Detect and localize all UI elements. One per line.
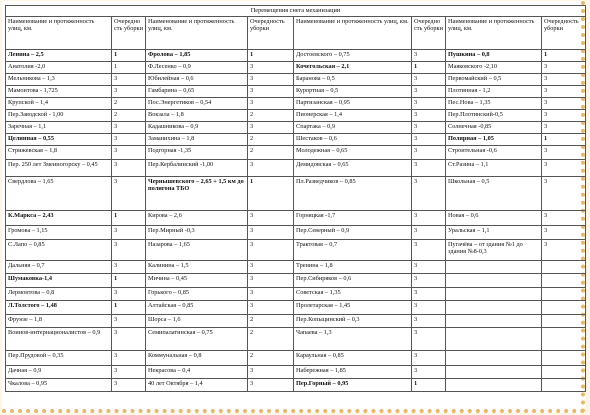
street-cell: Алтайская – 0,85 [146,301,248,315]
priority-cell: 3 [412,146,446,160]
priority-cell: 1 [412,379,446,392]
header-cell: Наименование и протяженность улиц, км. [146,17,248,50]
street-cell: Шестаков – 0,6 [294,134,412,146]
street-cell: Крупской – 1,4 [6,98,112,110]
priority-cell: 3 [248,160,294,177]
street-cell: Калинина – 1,5 [146,261,248,274]
street-cell: Мельникова – 1,3 [6,74,112,86]
street-cell: Пер. 250 лет Змеиногорску – 0,45 [6,160,112,177]
priority-cell: 3 [248,274,294,288]
street-cell [446,301,542,315]
street-cell: Свердлова – 1,65 [6,177,112,211]
priority-cell: 3 [542,160,586,177]
priority-cell: 3 [542,110,586,122]
street-cell: Л.Толстого – 1,48 [6,301,112,315]
table-row [6,328,586,351]
street-cell: Достоевского – 0,75 [294,50,412,62]
priority-cell: 3 [112,86,146,98]
table-header-row [6,17,586,50]
street-cell: Пионерская – 1,4 [294,110,412,122]
table-row [6,351,586,366]
table-row [6,134,586,146]
street-cell: Вокзала – 1,8 [146,110,248,122]
street-cell: Ленина – 2,5 [6,50,112,62]
priority-cell: 3 [412,315,446,328]
priority-cell: 2 [248,146,294,160]
street-cell: Кочегольская – 2,1 [294,62,412,74]
street-cell: Плотинная - 1,2 [446,86,542,98]
street-cell [446,274,542,288]
priority-cell: 3 [542,226,586,240]
table-row [6,211,586,226]
street-cell: Целинная – 0,55 [6,134,112,146]
priority-cell: 3 [412,134,446,146]
priority-cell: 3 [412,160,446,177]
priority-cell: 3 [112,74,146,86]
priority-cell: 2 [112,110,146,122]
street-cell: Первомайский – 0,5 [446,74,542,86]
priority-cell: 3 [248,74,294,86]
priority-cell: 3 [248,240,294,261]
priority-cell [542,379,586,392]
street-cell: Трактовая – 0,7 [294,240,412,261]
priority-cell: 3 [412,366,446,379]
street-cell: Уральская – 1,1 [446,226,542,240]
street-cell: Фрунзе – 1,8 [6,315,112,328]
priority-cell: 1 [412,62,446,74]
priority-cell: 3 [248,211,294,226]
priority-cell: 3 [112,177,146,211]
priority-cell: 3 [542,240,586,261]
street-cell: Мамонтова - 1,725 [6,86,112,98]
priority-cell: 3 [112,315,146,328]
priority-cell: 1 [112,62,146,74]
table-row [6,62,586,74]
street-cell [446,351,542,366]
street-cell: Ф.Лесенко – 0,9 [146,62,248,74]
priority-cell: 3 [412,288,446,301]
priority-cell: 2 [248,134,294,146]
street-cell: Семипалатинская – 0,75 [146,328,248,351]
street-cell [446,328,542,351]
street-cell: Лермонтова – 0,8 [6,288,112,301]
priority-cell: 1 [542,134,586,146]
priority-cell: 3 [412,351,446,366]
street-cell: Строительная -0,6 [446,146,542,160]
street-cell: Полярная – 1,05 [446,134,542,146]
priority-cell: 3 [542,177,586,211]
street-cell: Шумаковка-1,4 [6,274,112,288]
priority-cell: 3 [412,240,446,261]
table-row [6,261,586,274]
street-cell: Воинов-интернационалистов – 0,9 [6,328,112,351]
table-row [6,98,586,110]
street-cell: Пер.Прудовой – 0,35 [6,351,112,366]
priority-cell: 3 [248,62,294,74]
street-cell: Пос.Энергетиков – 0,54 [146,98,248,110]
street-cell: Кирова – 2,6 [146,211,248,226]
priority-cell: 3 [412,177,446,211]
street-cell: Молодежная – 0,65 [294,146,412,160]
street-cell: Солнечная -0,85 [446,122,542,134]
priority-cell: 3 [412,226,446,240]
street-cell: Караульная – 0,85 [294,351,412,366]
priority-cell [542,328,586,351]
priority-cell: 2 [248,315,294,328]
priority-cell: 3 [248,226,294,240]
priority-cell: 3 [112,328,146,351]
priority-cell [542,366,586,379]
street-cell: С.Лапо – 0,85 [6,240,112,261]
street-cell: Горького – 0,85 [146,288,248,301]
street-cell: Демидовская – 0,65 [294,160,412,177]
street-cell: Коммунальная – 0,8 [146,351,248,366]
priority-cell: 3 [412,50,446,62]
street-cell: Дальняя – 0,7 [6,261,112,274]
priority-cell: 3 [542,62,586,74]
street-cell: Пер.Северный – 0,9 [294,226,412,240]
street-cell: Ст.Разина – 1,1 [446,160,542,177]
priority-cell: 3 [112,240,146,261]
priority-cell: 1 [542,50,586,62]
street-cell: Заманихина – 1,8 [146,134,248,146]
street-cell: Новая – 0,6 [446,211,542,226]
street-cell: Пугачёва – от здания №1 до здания №8-0,3 [446,240,542,261]
street-cell: Анатолия -2,0 [6,62,112,74]
header-cell: Наименование и протяженность улиц, км. [294,17,412,50]
priority-cell: 3 [248,366,294,379]
priority-cell: 3 [112,366,146,379]
header-cell: Очередность уборки [112,17,146,50]
street-cell: Пушкина – 0,8 [446,50,542,62]
priority-cell: 3 [112,122,146,134]
street-cell: Пл.Разведчиков – 0,85 [294,177,412,211]
priority-cell [542,288,586,301]
street-cell: Кадашникова – 0,9 [146,122,248,134]
priority-cell: 3 [412,98,446,110]
priority-cell: 3 [412,74,446,86]
priority-cell: 3 [412,301,446,315]
priority-cell: 3 [112,288,146,301]
street-cell: Курортная – 0,5 [294,86,412,98]
priority-cell: 1 [112,274,146,288]
priority-cell: 1 [248,177,294,211]
table-title: Перемещения снега механизации [6,6,586,17]
priority-cell: 3 [248,98,294,110]
priority-cell: 3 [248,301,294,315]
street-cell: Маяковского -2,10 [446,62,542,74]
street-cell: Пес.Нова – 1,35 [446,98,542,110]
priority-cell: 3 [412,261,446,274]
priority-cell: 3 [412,122,446,134]
header-cell: Наименование и протяженность улиц, км. [6,17,112,50]
street-cell: Дачная – 0,9 [6,366,112,379]
street-cell: Громова – 1,15 [6,226,112,240]
street-cell: Советская – 1,35 [294,288,412,301]
priority-cell: 1 [112,211,146,226]
street-cell: Чкалова – 0,95 [6,379,112,392]
priority-cell: 1 [112,301,146,315]
priority-cell: 2 [248,328,294,351]
priority-cell: 3 [112,379,146,392]
header-cell: Очередность уборки [412,17,446,50]
priority-cell: 3 [542,98,586,110]
street-cell: 40 лет Октября – 1,4 [146,379,248,392]
street-cell: Пер.Заводской - 1,00 [6,110,112,122]
priority-cell: 3 [112,160,146,177]
header-cell: Очередность уборки [248,17,294,50]
street-cell: Пер.Плотинский-0,5 [446,110,542,122]
document-page [2,1,585,413]
street-cell: Пер.Мирный -0,3 [146,226,248,240]
street-cell: Шорса – 1,6 [146,315,248,328]
priority-cell: 3 [542,74,586,86]
table-row [6,379,586,392]
priority-cell: 3 [112,146,146,160]
table-row [6,288,586,301]
priority-cell: 3 [412,211,446,226]
priority-cell: 2 [248,110,294,122]
priority-cell: 2 [112,98,146,110]
priority-cell: 3 [542,122,586,134]
priority-cell: 3 [412,328,446,351]
street-cell: Пер.Кербалинский -1,00 [146,160,248,177]
street-cell: Фролова – 1,85 [146,50,248,62]
street-cell: Спартака – 0,9 [294,122,412,134]
table-row [6,315,586,328]
priority-cell: 1 [248,50,294,62]
priority-cell: 3 [412,86,446,98]
street-cell: Тренина – 1,8 [294,261,412,274]
street-cell: Баранова – 0,5 [294,74,412,86]
priority-cell: 3 [112,261,146,274]
table-row [6,274,586,288]
priority-cell: 3 [542,211,586,226]
table-row [6,226,586,240]
table-row [6,110,586,122]
street-cell: Пер.Горный – 0,95 [294,379,412,392]
priority-cell: 3 [248,122,294,134]
table-row [6,366,586,379]
table-row [6,160,586,177]
priority-cell [542,261,586,274]
table-row [6,146,586,160]
priority-cell: 3 [248,379,294,392]
street-cell [446,315,542,328]
table-row [6,240,586,261]
street-cell: Пер.Копыцинский – 0,3 [294,315,412,328]
street-cell: Назарова – 1,65 [146,240,248,261]
header-cell: Наименование и протяженность улиц, км. [446,17,542,50]
priority-cell: 3 [412,110,446,122]
priority-cell: 3 [542,86,586,98]
street-cell [446,288,542,301]
priority-cell: 2 [248,351,294,366]
street-cell: Горняцкая -1,7 [294,211,412,226]
street-cell: Партизанская – 0,95 [294,98,412,110]
priority-cell: 1 [112,50,146,62]
street-cell: Мичина – 0,45 [146,274,248,288]
street-cell: Школьная – 0,5 [446,177,542,211]
priority-cell: 3 [412,274,446,288]
street-cell: Заречная – 1,1 [6,122,112,134]
priority-cell: 3 [248,261,294,274]
street-cell [446,379,542,392]
table-row [6,177,586,211]
priority-cell: 3 [112,134,146,146]
priority-cell: 3 [112,351,146,366]
priority-cell [542,301,586,315]
street-cell: Юбилейная – 0,6 [146,74,248,86]
priority-cell [542,274,586,288]
table-row [6,86,586,98]
street-cell: Пер.Сибиряков – 0,6 [294,274,412,288]
header-cell: Очередность уборки [542,17,586,50]
street-cell: Чапаева – 1,3 [294,328,412,351]
table-row [6,50,586,62]
table-row [6,122,586,134]
priority-cell [542,315,586,328]
priority-cell: 3 [248,288,294,301]
street-cell: Чернышевского – 2,65 + 1,5 км до полигона ТБО [146,177,248,211]
street-cell: Подгорная -1,35 [146,146,248,160]
street-cell: К.Маркса – 2,43 [6,211,112,226]
priority-cell: 3 [542,146,586,160]
street-cell [446,261,542,274]
street-cell [446,366,542,379]
table-row [6,301,586,315]
street-cell: Пролетарская – 1,45 [294,301,412,315]
priority-cell: 3 [248,86,294,98]
street-cell: Некрасова – 0,4 [146,366,248,379]
priority-cell: 3 [112,226,146,240]
street-cell: Гамбарина – 0,65 [146,86,248,98]
street-cell: Набережная – 1,85 [294,366,412,379]
table-row [6,74,586,86]
priority-cell [542,351,586,366]
snow-removal-table [5,5,586,392]
street-cell: Стрижевская – 1,8 [6,146,112,160]
